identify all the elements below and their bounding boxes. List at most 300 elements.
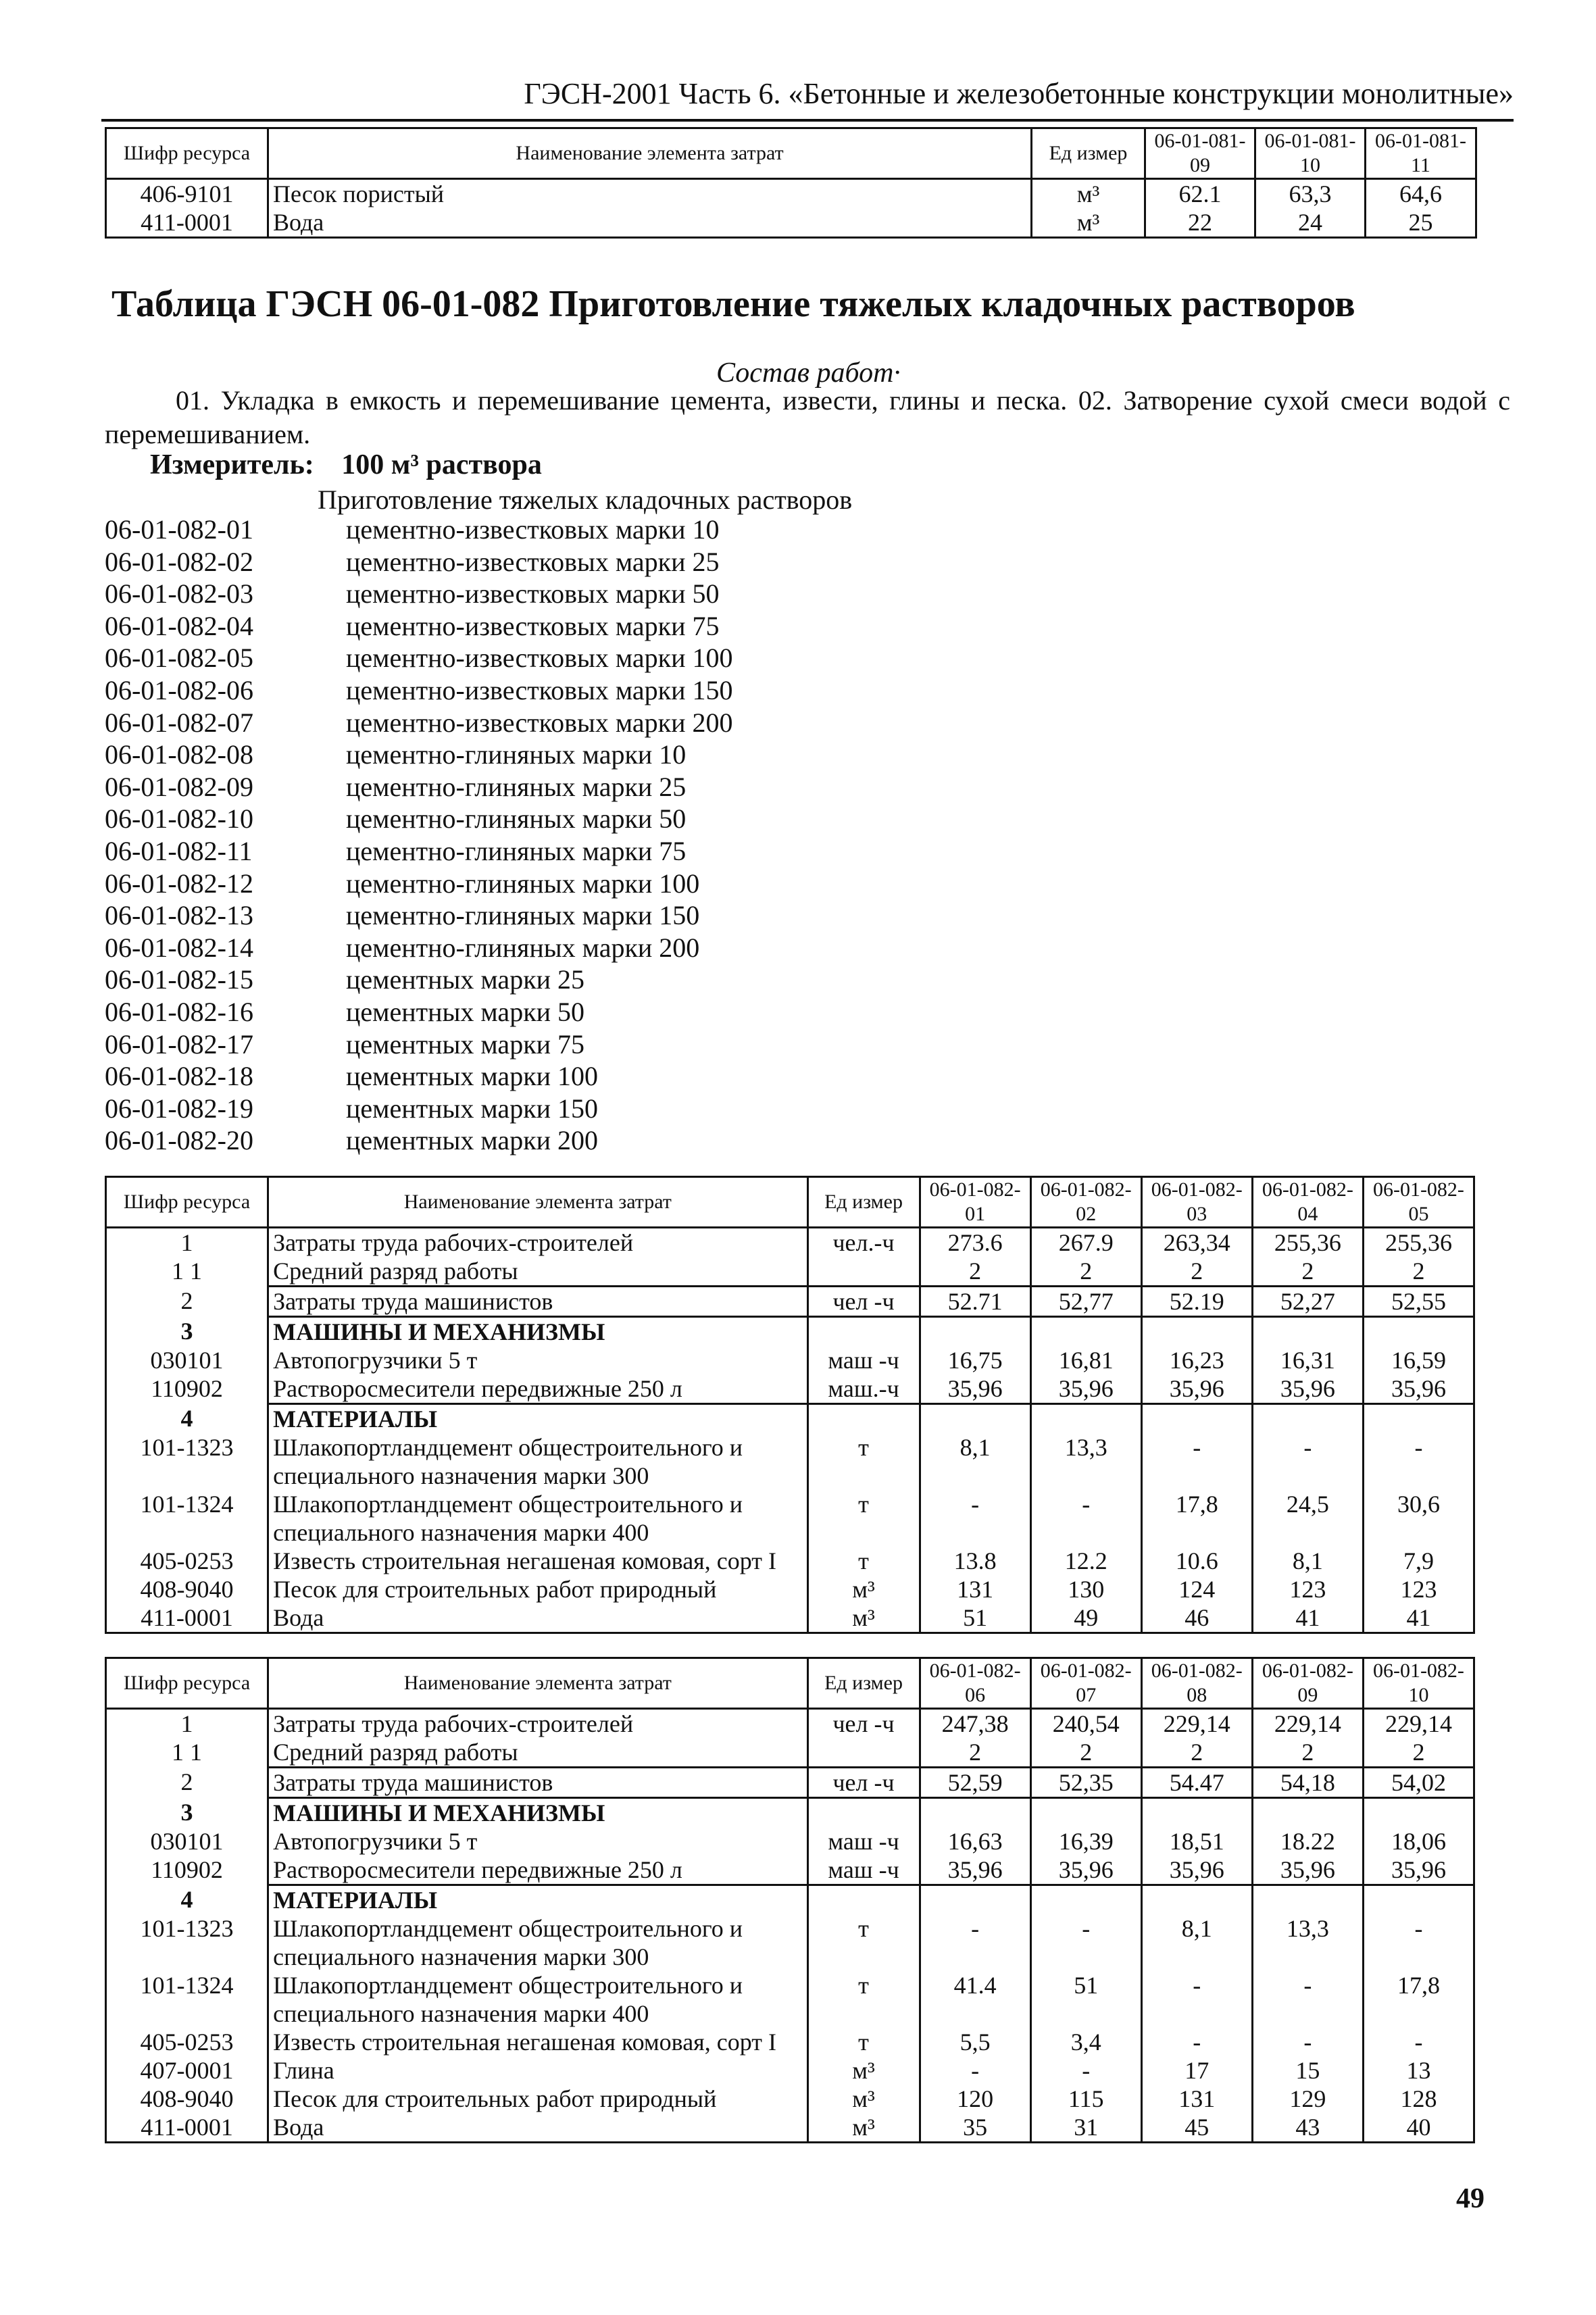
value-cell: 2 — [1363, 1257, 1474, 1287]
value-cell: 18.22 — [1252, 1827, 1363, 1856]
value-cell: 2 — [920, 1257, 1030, 1287]
resource-code: 1 — [106, 1228, 268, 1258]
cost-element-name: Песок для строительных работ природный — [268, 2085, 807, 2113]
list-item — [105, 546, 732, 578]
resource-code: 3 — [106, 1798, 268, 1828]
value-cell: 255,36 — [1252, 1228, 1363, 1258]
table-row — [106, 1827, 1474, 1856]
value-cell: 15 — [1252, 2056, 1363, 2085]
value-cell: 18,06 — [1363, 1827, 1474, 1856]
table-body — [106, 1658, 1474, 2143]
value-cell: 52,27 — [1252, 1287, 1363, 1317]
table-row — [106, 1738, 1474, 1768]
value-cell: 2 — [1141, 1738, 1252, 1768]
value-cell: - — [920, 1914, 1030, 1971]
unit-cell — [807, 1257, 920, 1287]
cost-element-name: Растворосмесители передвижные 250 л — [268, 1374, 807, 1404]
value-cell: 24,5 — [1252, 1490, 1363, 1547]
value-cell — [1363, 1885, 1474, 1915]
table-body — [106, 1177, 1474, 1633]
item-description: цементных марки 100 — [346, 1061, 599, 1092]
column-header: Наименование элемента затрат — [268, 1177, 807, 1228]
value-cell: 240,54 — [1030, 1709, 1141, 1739]
cost-element-name: Затраты труда рабочих-строителей — [268, 1709, 807, 1739]
column-header: 06-01-082-07 — [1030, 1658, 1141, 1709]
column-header: 06-01-082-04 — [1252, 1177, 1363, 1228]
cost-element-name: Известь строительная негашеная комовая, сорт I — [268, 2028, 807, 2056]
value-cell: 229,14 — [1141, 1709, 1252, 1739]
group-title: Приготовление тяжелых кладочных растворов — [318, 484, 853, 515]
value-cell: 16,81 — [1030, 1346, 1141, 1374]
resource-code: 1 — [106, 1709, 268, 1739]
column-header: 06-01-082-09 — [1252, 1658, 1363, 1709]
value-cell — [1030, 1798, 1141, 1828]
unit-cell — [807, 1798, 920, 1828]
value-cell: 54,18 — [1252, 1768, 1363, 1798]
table-row — [106, 1404, 1474, 1434]
value-cell: 124 — [1141, 1575, 1252, 1603]
item-code: 06-01-082-14 — [105, 932, 253, 963]
value-cell: 7,9 — [1363, 1547, 1474, 1575]
item-code: 06-01-082-18 — [105, 1061, 253, 1092]
resource-code: 4 — [106, 1404, 268, 1434]
column-header: Ед измер — [807, 1658, 920, 1709]
item-code: 06-01-082-05 — [105, 643, 253, 674]
value-cell: 40 — [1363, 2113, 1474, 2143]
value-cell — [1030, 1317, 1141, 1347]
list-item — [105, 707, 732, 739]
value-cell — [1030, 1885, 1141, 1915]
unit-cell — [807, 1885, 920, 1915]
value-cell: 51 — [920, 1603, 1030, 1633]
list-item — [105, 803, 732, 835]
list-item — [105, 514, 732, 546]
value-cell: 52,77 — [1030, 1287, 1141, 1317]
unit-cell: т — [807, 1433, 920, 1490]
item-description: цементных марки 50 — [346, 996, 585, 1027]
value-cell — [920, 1885, 1030, 1915]
value-cell: 120 — [920, 2085, 1030, 2113]
value-cell: 10.6 — [1141, 1547, 1252, 1575]
resource-table-081 — [105, 127, 1477, 239]
value-cell: 25 — [1366, 208, 1476, 238]
header-row — [106, 128, 1476, 179]
value-cell: 17,8 — [1141, 1490, 1252, 1547]
cost-element-name: МАТЕРИАЛЫ — [268, 1885, 807, 1915]
table-row — [106, 1885, 1474, 1915]
item-description: цементно-известковых марки 100 — [346, 643, 733, 674]
item-code: 06-01-082-04 — [105, 610, 253, 641]
value-cell: 52,55 — [1363, 1287, 1474, 1317]
resource-code: 411-0001 — [106, 208, 268, 238]
item-code: 06-01-082-09 — [105, 771, 253, 802]
value-cell: 35,96 — [1141, 1856, 1252, 1885]
item-list — [105, 514, 732, 1157]
table-row — [106, 1768, 1474, 1798]
resource-code: 406-9101 — [106, 179, 268, 209]
table-row — [106, 208, 1476, 238]
table-title: Таблица ГЭСН 06-01-082 Приготовление тяжелых кладочных растворов — [111, 283, 1355, 325]
item-description: цементно-известковых марки 50 — [346, 578, 720, 609]
cost-element-name: МАТЕРИАЛЫ — [268, 1404, 807, 1434]
table-row — [106, 1575, 1474, 1603]
cost-element-name: Средний разряд работы — [268, 1257, 807, 1287]
value-cell: 35,96 — [920, 1856, 1030, 1885]
list-item — [105, 1028, 732, 1061]
value-cell: - — [920, 1490, 1030, 1547]
column-header: 06-01-082-05 — [1363, 1177, 1474, 1228]
unit-cell: чел.-ч — [807, 1228, 920, 1258]
value-cell: 13,3 — [1030, 1433, 1141, 1490]
measure-label: Измеритель: — [150, 449, 314, 480]
unit-cell: маш.-ч — [807, 1374, 920, 1404]
value-cell: 16,39 — [1030, 1827, 1141, 1856]
item-code: 06-01-082-10 — [105, 803, 253, 835]
value-cell: 16,23 — [1141, 1346, 1252, 1374]
value-cell: 115 — [1030, 2085, 1141, 2113]
value-cell: 13.8 — [920, 1547, 1030, 1575]
value-cell — [1252, 1798, 1363, 1828]
list-item — [105, 868, 732, 900]
item-code: 06-01-082-08 — [105, 739, 253, 770]
value-cell: 52,59 — [920, 1768, 1030, 1798]
resource-code: 030101 — [106, 1827, 268, 1856]
value-cell: 35,96 — [920, 1374, 1030, 1404]
item-code: 06-01-082-02 — [105, 546, 253, 577]
table-row — [106, 1433, 1474, 1490]
unit-cell — [807, 1317, 920, 1347]
item-code: 06-01-082-06 — [105, 674, 253, 705]
cost-element-name: МАШИНЫ И МЕХАНИЗМЫ — [268, 1317, 807, 1347]
value-cell: 35,96 — [1141, 1374, 1252, 1404]
value-cell: 35,96 — [1363, 1856, 1474, 1885]
value-cell: 17,8 — [1363, 1971, 1474, 2028]
list-item — [105, 642, 732, 674]
value-cell — [1252, 1885, 1363, 1915]
header-row — [106, 1658, 1474, 1709]
value-cell: 123 — [1252, 1575, 1363, 1603]
list-item — [105, 578, 732, 610]
column-header: Наименование элемента затрат — [268, 128, 1032, 179]
cost-element-name: Затраты труда машинистов — [268, 1768, 807, 1798]
item-description: цементных марки 25 — [346, 964, 585, 995]
table-row — [106, 1490, 1474, 1547]
resource-code: 1 1 — [106, 1257, 268, 1287]
measure-line — [150, 449, 542, 481]
value-cell: 12.2 — [1030, 1547, 1141, 1575]
table-row — [106, 1317, 1474, 1347]
item-description: цементно-глиняных марки 50 — [346, 803, 687, 835]
column-header: 06-01-082-02 — [1030, 1177, 1141, 1228]
item-description: цементно-известковых марки 150 — [346, 674, 733, 705]
list-item — [105, 996, 732, 1028]
cost-element-name: Автопогрузчики 5 т — [268, 1827, 807, 1856]
value-cell: 41 — [1252, 1603, 1363, 1633]
table-row — [106, 1374, 1474, 1404]
item-code: 06-01-082-20 — [105, 1125, 253, 1156]
composition-label: Состав работ· — [716, 357, 901, 389]
resource-code: 030101 — [106, 1346, 268, 1374]
unit-cell: м³ — [807, 2113, 920, 2143]
item-code: 06-01-082-17 — [105, 1028, 253, 1060]
table-row — [106, 1346, 1474, 1374]
value-cell: 41.4 — [920, 1971, 1030, 2028]
column-header: 06-01-082-06 — [920, 1658, 1030, 1709]
value-cell: - — [1030, 1914, 1141, 1971]
list-item — [105, 899, 732, 932]
unit-cell: м³ — [807, 2056, 920, 2085]
item-code: 06-01-082-01 — [105, 514, 253, 545]
value-cell — [920, 1798, 1030, 1828]
value-cell: - — [1363, 1433, 1474, 1490]
unit-cell: т — [807, 1914, 920, 1971]
item-code: 06-01-082-12 — [105, 868, 253, 899]
value-cell: 2 — [1141, 1257, 1252, 1287]
value-cell: 129 — [1252, 2085, 1363, 2113]
resource-code: 101-1323 — [106, 1433, 268, 1490]
table-body — [106, 128, 1476, 238]
value-cell: 16,31 — [1252, 1346, 1363, 1374]
item-description: цементно-глиняных марки 200 — [346, 932, 700, 963]
value-cell: 35,96 — [1252, 1856, 1363, 1885]
value-cell: 2 — [1363, 1738, 1474, 1768]
resource-code: 2 — [106, 1768, 268, 1798]
unit-cell: т — [807, 1971, 920, 2028]
item-description: цементных марки 75 — [346, 1028, 585, 1060]
column-header: 06-01-082-10 — [1363, 1658, 1474, 1709]
value-cell: 31 — [1030, 2113, 1141, 2143]
value-cell: 35,96 — [1030, 1374, 1141, 1404]
item-description: цементно-глиняных марки 10 — [346, 739, 687, 770]
value-cell: 229,14 — [1363, 1709, 1474, 1739]
value-cell: 30,6 — [1363, 1490, 1474, 1547]
item-description: цементно-известковых марки 200 — [346, 707, 733, 738]
value-cell: 35,96 — [1363, 1374, 1474, 1404]
value-cell: - — [1141, 1433, 1252, 1490]
list-item — [105, 674, 732, 707]
value-cell: 52.71 — [920, 1287, 1030, 1317]
cost-element-name: Автопогрузчики 5 т — [268, 1346, 807, 1374]
value-cell: 128 — [1363, 2085, 1474, 2113]
table-row — [106, 1709, 1474, 1739]
resource-table-082-part2 — [105, 1657, 1475, 2143]
value-cell — [1252, 1317, 1363, 1347]
cost-element-name: Шлакопортландцемент общестроительного и специального назначения марки 300 — [268, 1433, 807, 1490]
item-description: цементных марки 150 — [346, 1093, 599, 1124]
cost-element-name: Вода — [268, 2113, 807, 2143]
value-cell: 35,96 — [1030, 1856, 1141, 1885]
value-cell: 35,96 — [1252, 1374, 1363, 1404]
column-header: 06-01-082-03 — [1141, 1177, 1252, 1228]
value-cell: 63,3 — [1255, 179, 1366, 209]
list-item — [105, 1093, 732, 1125]
value-cell: 2 — [1252, 1257, 1363, 1287]
value-cell: 130 — [1030, 1575, 1141, 1603]
resource-code: 405-0253 — [106, 2028, 268, 2056]
item-description: цементно-известковых марки 25 — [346, 546, 720, 577]
item-code: 06-01-082-19 — [105, 1093, 253, 1124]
table-row — [106, 2085, 1474, 2113]
value-cell: 46 — [1141, 1603, 1252, 1633]
unit-cell: м³ — [807, 2085, 920, 2113]
value-cell: 45 — [1141, 2113, 1252, 2143]
value-cell — [1363, 1317, 1474, 1347]
value-cell: 17 — [1141, 2056, 1252, 2085]
cost-element-name: Затраты труда машинистов — [268, 1287, 807, 1317]
resource-code: 408-9040 — [106, 2085, 268, 2113]
resource-table-082-part1 — [105, 1176, 1475, 1634]
item-code: 06-01-082-07 — [105, 707, 253, 738]
unit-cell: маш -ч — [807, 1346, 920, 1374]
list-item — [105, 932, 732, 964]
value-cell: 2 — [1252, 1738, 1363, 1768]
column-header: Ед измер — [1032, 128, 1145, 179]
resource-code: 2 — [106, 1287, 268, 1317]
value-cell — [1141, 1798, 1252, 1828]
value-cell — [1141, 1317, 1252, 1347]
value-cell — [920, 1317, 1030, 1347]
value-cell: 2 — [1030, 1257, 1141, 1287]
value-cell: 24 — [1255, 208, 1366, 238]
value-cell: 18,51 — [1141, 1827, 1252, 1856]
value-cell: - — [1141, 1971, 1252, 2028]
value-cell — [1030, 1404, 1141, 1434]
resource-code: 411-0001 — [106, 2113, 268, 2143]
unit-cell: м³ — [807, 1603, 920, 1633]
column-header: Наименование элемента затрат — [268, 1658, 807, 1709]
cost-element-name: Известь строительная негашеная комовая, сорт I — [268, 1547, 807, 1575]
list-item — [105, 610, 732, 643]
column-header: Шифр ресурса — [106, 1658, 268, 1709]
item-code: 06-01-082-13 — [105, 900, 253, 931]
value-cell — [1363, 1404, 1474, 1434]
resource-code: 110902 — [106, 1374, 268, 1404]
value-cell: 8,1 — [1252, 1547, 1363, 1575]
item-description: цементно-глиняных марки 25 — [346, 771, 687, 802]
table-row — [106, 1798, 1474, 1828]
work-description: 01. Укладка в емкость и перемешивание цемента, извести, глины и песка. 02. Затворение сухой смеси водой с перемешиванием. — [105, 385, 1510, 449]
value-cell: 62.1 — [1145, 179, 1255, 209]
cost-element-name: Вода — [268, 208, 1032, 238]
table-row — [106, 1603, 1474, 1633]
value-cell: 255,36 — [1363, 1228, 1474, 1258]
cost-element-name: Глина — [268, 2056, 807, 2085]
value-cell: 273.6 — [920, 1228, 1030, 1258]
value-cell: 54,02 — [1363, 1768, 1474, 1798]
value-cell — [1141, 1885, 1252, 1915]
list-item — [105, 1124, 732, 1157]
unit-cell: маш -ч — [807, 1856, 920, 1885]
value-cell: 2 — [1030, 1738, 1141, 1768]
column-header: 06-01-082-08 — [1141, 1658, 1252, 1709]
value-cell: 52.19 — [1141, 1287, 1252, 1317]
list-item — [105, 771, 732, 803]
value-cell: - — [1030, 2056, 1141, 2085]
value-cell: 54.47 — [1141, 1768, 1252, 1798]
value-cell — [1141, 1404, 1252, 1434]
column-header: 06-01-082-01 — [920, 1177, 1030, 1228]
value-cell: 5,5 — [920, 2028, 1030, 2056]
item-description: цементно-глиняных марки 75 — [346, 835, 687, 866]
list-item — [105, 835, 732, 868]
table-row — [106, 1257, 1474, 1287]
value-cell — [1252, 1404, 1363, 1434]
value-cell: 131 — [920, 1575, 1030, 1603]
resource-code: 4 — [106, 1885, 268, 1915]
value-cell: 52,35 — [1030, 1768, 1141, 1798]
value-cell: 2 — [920, 1738, 1030, 1768]
resource-code: 101-1324 — [106, 1490, 268, 1547]
value-cell: 263,34 — [1141, 1228, 1252, 1258]
resource-code: 1 1 — [106, 1738, 268, 1768]
value-cell: 247,38 — [920, 1709, 1030, 1739]
value-cell: 51 — [1030, 1971, 1141, 2028]
resource-code: 408-9040 — [106, 1575, 268, 1603]
unit-cell: чел -ч — [807, 1768, 920, 1798]
unit-cell: м³ — [807, 1575, 920, 1603]
table-row — [106, 2056, 1474, 2085]
table-row — [106, 1287, 1474, 1317]
cost-element-name: Песок для строительных работ природный — [268, 1575, 807, 1603]
item-description: цементно-глиняных марки 100 — [346, 868, 700, 899]
value-cell: 16,63 — [920, 1827, 1030, 1856]
column-header: 06-01-081-09 — [1145, 128, 1255, 179]
cost-element-name: Шлакопортландцемент общестроительного и специального назначения марки 300 — [268, 1914, 807, 1971]
table-row — [106, 2113, 1474, 2143]
unit-cell: чел -ч — [807, 1709, 920, 1739]
table-row — [106, 1228, 1474, 1258]
value-cell: - — [1141, 2028, 1252, 2056]
cost-element-name: Растворосмесители передвижные 250 л — [268, 1856, 807, 1885]
value-cell: 229,14 — [1252, 1709, 1363, 1739]
column-header: 06-01-081-11 — [1366, 128, 1476, 179]
cost-element-name: Средний разряд работы — [268, 1738, 807, 1768]
value-cell: 16,75 — [920, 1346, 1030, 1374]
unit-cell — [807, 1738, 920, 1768]
value-cell: 123 — [1363, 1575, 1474, 1603]
value-cell: - — [1252, 1433, 1363, 1490]
resource-code: 405-0253 — [106, 1547, 268, 1575]
value-cell: - — [920, 2056, 1030, 2085]
cost-element-name: Шлакопортландцемент общестроительного и специального назначения марки 400 — [268, 1490, 807, 1547]
resource-code: 101-1323 — [106, 1914, 268, 1971]
cost-element-name: Затраты труда рабочих-строителей — [268, 1228, 807, 1258]
unit-cell: м³ — [1032, 208, 1145, 238]
value-cell: 13,3 — [1252, 1914, 1363, 1971]
value-cell: 49 — [1030, 1603, 1141, 1633]
table-row — [106, 1547, 1474, 1575]
column-header: Шифр ресурса — [106, 128, 268, 179]
item-code: 06-01-082-03 — [105, 578, 253, 609]
list-item — [105, 964, 732, 996]
value-cell: 41 — [1363, 1603, 1474, 1633]
value-cell: - — [1363, 2028, 1474, 2056]
column-header: Ед измер — [807, 1177, 920, 1228]
value-cell: 64,6 — [1366, 179, 1476, 209]
table-row — [106, 2028, 1474, 2056]
value-cell: - — [1252, 2028, 1363, 2056]
unit-cell: т — [807, 1490, 920, 1547]
item-code: 06-01-082-15 — [105, 964, 253, 995]
value-cell: 35 — [920, 2113, 1030, 2143]
value-cell: 13 — [1363, 2056, 1474, 2085]
page-number: 49 — [1456, 2183, 1485, 2214]
column-header: 06-01-081-10 — [1255, 128, 1366, 179]
value-cell: - — [1252, 1971, 1363, 2028]
item-description: цементно-известковых марки 75 — [346, 610, 720, 641]
unit-cell: маш -ч — [807, 1827, 920, 1856]
table-row — [106, 179, 1476, 209]
